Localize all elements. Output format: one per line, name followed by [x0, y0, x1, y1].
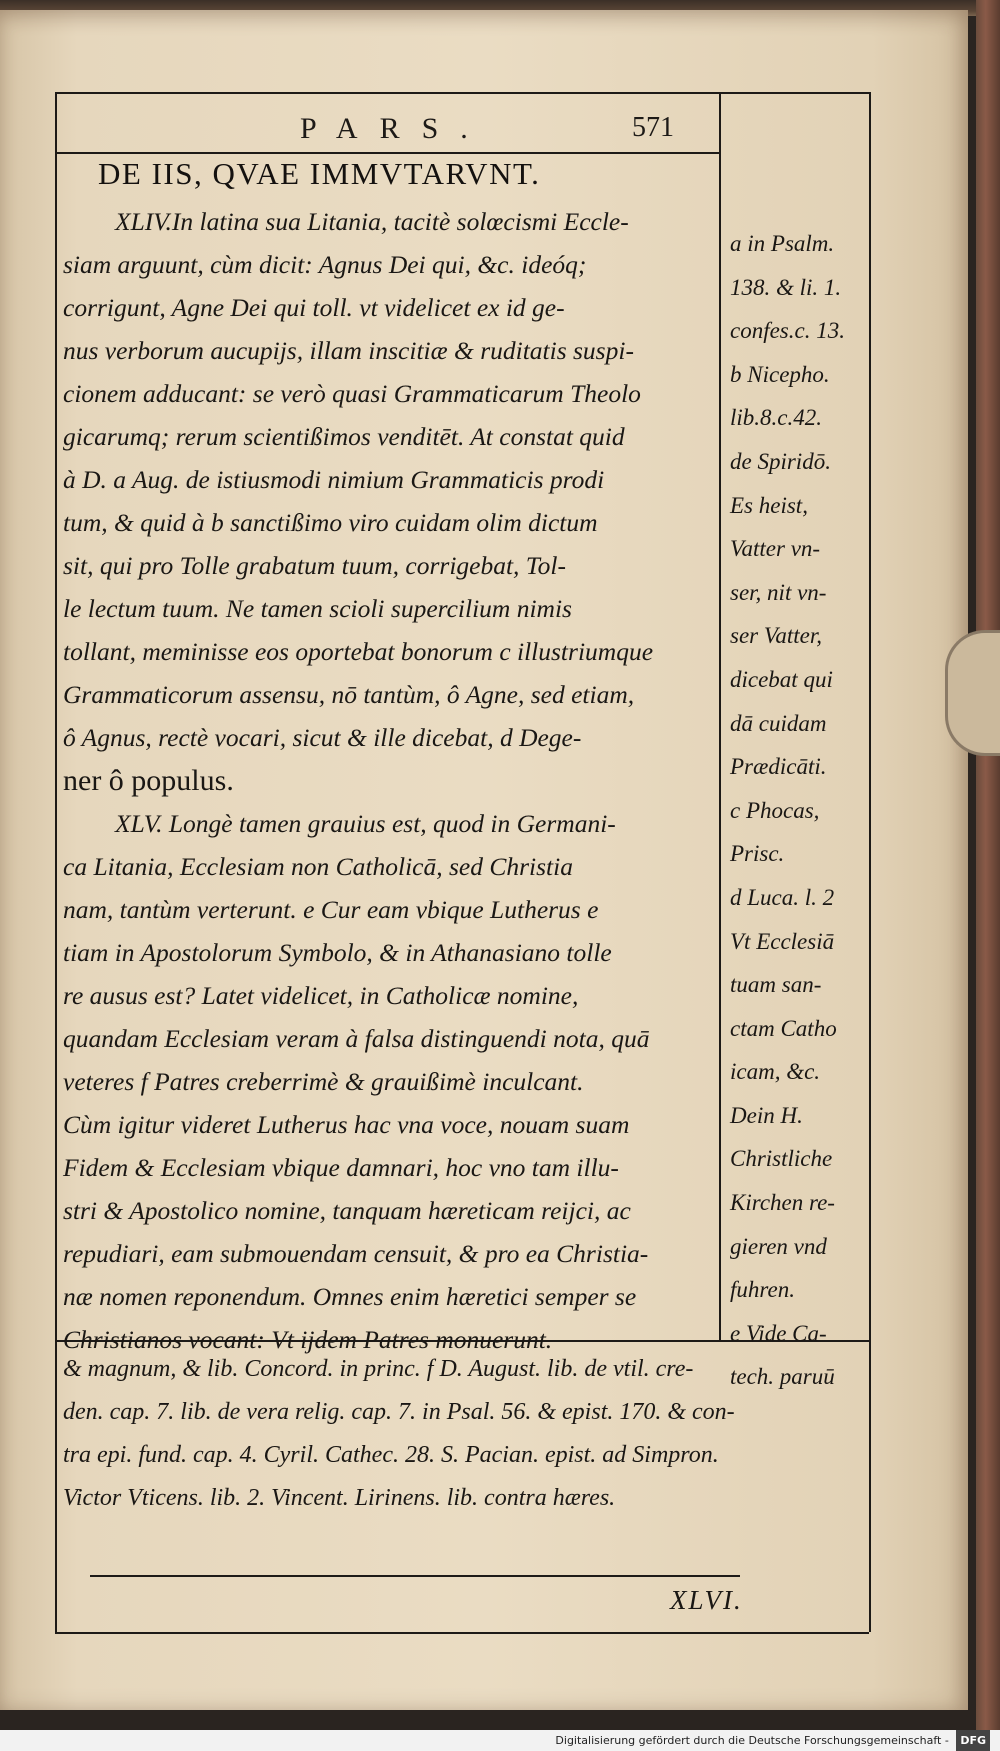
text-line: sit, qui pro Tolle grabatum tuum, corrigebat, Tol-: [63, 551, 566, 580]
text-line: veteres f Patres creberrimè & grauißimè inculcant.: [63, 1067, 584, 1096]
text-line: Cùm igitur videret Lutherus hac vna voce, nouam suam: [63, 1110, 630, 1139]
frame-bottom-rule: [55, 1632, 869, 1634]
margin-note-line: c Phocas,: [730, 797, 820, 823]
main-text-column: [63, 200, 723, 1361]
margin-note-line: ser, nit vn-: [730, 579, 827, 605]
head-rule: [55, 152, 719, 154]
footnote-line: tra epi. fund. cap. 4. Cyril. Cathec. 28. S. Pacian. epist. ad Simpron.: [63, 1442, 719, 1468]
text-line: ô Agnus, rectè vocari, sicut & ille dicebat, d Dege-: [63, 723, 582, 752]
running-head: PARS.: [300, 112, 490, 145]
text-line: re ausus est? Latet videlicet, in Catholicæ nomine,: [63, 981, 579, 1010]
margin-note-line: 138. & li. 1.: [730, 274, 842, 300]
book-right-edge: [976, 0, 1000, 1751]
margin-note-line: gieren vnd: [730, 1233, 827, 1259]
text-line: ner ô populus.: [63, 764, 234, 797]
margin-notes-column: [730, 222, 870, 1399]
margin-note-line: fuhren.: [730, 1277, 795, 1303]
text-line: nam, tantùm verterunt. e Cur eam vbique Lutherus e: [63, 895, 599, 924]
margin-note-line: Es heist,: [730, 492, 808, 518]
text-line: quandam Ecclesiam veram à falsa distinguendi nota, quā: [63, 1024, 650, 1053]
text-line: Fidem & Ecclesiam vbique damnari, hoc vno tam illu-: [63, 1153, 619, 1182]
credit-text: Digitalisierung gefördert durch die Deutsche Forschungsgemeinschaft -: [555, 1734, 949, 1747]
margin-note-line: lib.8.c.42.: [730, 405, 822, 431]
margin-note-line: Vt Ecclesiā: [730, 928, 835, 954]
paragraph-xliv: [63, 200, 723, 802]
margin-note-line: ctam Catho: [730, 1015, 837, 1041]
text-line: Grammaticorum assensu, nō tantùm, ô Agne, sed etiam,: [63, 680, 635, 709]
text-line: nus verborum aucupijs, illam inscitiæ & ruditatis suspi-: [63, 336, 634, 365]
catchword: XLVI.: [670, 1585, 743, 1615]
margin-note-line: tuam san-: [730, 972, 822, 998]
text-line: cionem adducant: se verò quasi Grammaticarum Theolo: [63, 379, 641, 408]
footnote-line: den. cap. 7. lib. de vera relig. cap. 7. in Psal. 56. & epist. 170. & con-: [63, 1399, 735, 1425]
text-line: Christianos vocant: Vt ijdem Patres monuerunt.: [63, 1325, 553, 1354]
margin-note-line: tech. paruū: [730, 1364, 835, 1390]
text-line: stri & Apostolico nomine, tanquam hæreticam reijci, ac: [63, 1196, 631, 1225]
margin-note-line: icam, &c.: [730, 1059, 821, 1085]
margin-note-line: confes.c. 13.: [730, 318, 845, 344]
footnote-line: & magnum, & lib. Concord. in princ. f D. August. lib. de vtil. cre-: [63, 1356, 694, 1382]
text-line: à D. a Aug. de istiusmodi nimium Grammaticis prodi: [63, 465, 605, 494]
margin-note-line: b Nicepho.: [730, 361, 830, 387]
margin-note-line: Vatter vn-: [730, 536, 821, 562]
clasp-tab: [945, 630, 1000, 756]
text-line: XLV. Longè tamen grauius est, quod in Germani-: [115, 809, 616, 838]
footnotes-block: [63, 1348, 863, 1520]
margin-note-line: Christliche: [730, 1146, 833, 1172]
dfg-logo: DFG: [956, 1730, 990, 1751]
page-number: 571: [632, 112, 674, 143]
text-line: tiam in Apostolorum Symbolo, & in Athanasiano tolle: [63, 938, 612, 967]
margin-note-line: a in Psalm.: [730, 231, 835, 256]
margin-note-line: dicebat qui: [730, 666, 833, 692]
margin-note-line: e Vide Ca-: [730, 1320, 827, 1346]
footnote-line: Victor Vticens. lib. 2. Vincent. Lirinens. lib. contra hæres.: [63, 1485, 616, 1511]
text-line: corrigunt, Agne Dei qui toll. vt videlicet ex id ge-: [63, 293, 565, 322]
text-line: tum, & quid à b sanctißimo viro cuidam olim dictum: [63, 508, 598, 537]
margin-note-line: Prisc.: [730, 841, 785, 867]
margin-note-line: Dein H.: [730, 1102, 803, 1128]
margin-note-line: Kirchen re-: [730, 1190, 835, 1216]
text-line: gicarumq; rerum scientißimos venditēt. At constat quid: [63, 422, 625, 451]
bottom-rule: [90, 1575, 740, 1577]
paragraph-xlv: [63, 802, 723, 1361]
digitization-credit-bar: [0, 1730, 1000, 1751]
margin-note-line: dā cuidam: [730, 710, 827, 736]
margin-note-line: de Spiridō.: [730, 448, 831, 474]
text-line: tollant, meminisse eos oportebat bonorum c illustriumque: [63, 637, 654, 666]
text-line: siam arguunt, cùm dicit: Agnus Dei qui, &c. ideóq;: [63, 250, 587, 279]
margin-note-line: ser Vatter,: [730, 623, 822, 649]
text-line: repudiari, eam submouendam censuit, & pro ea Christia-: [63, 1239, 649, 1268]
text-line: ca Litania, Ecclesiam non Catholicā, sed Christia: [63, 852, 573, 881]
text-line: XLIV.In latina sua Litania, tacitè solœcismi Eccle-: [115, 207, 629, 236]
margin-note-line: d Luca. l. 2: [730, 884, 835, 910]
text-line: le lectum tuum. Ne tamen scioli supercilium nimis: [63, 594, 572, 623]
text-line: næ nomen reponendum. Omnes enim hæretici semper se: [63, 1282, 637, 1311]
margin-note-line: Prædicāti.: [730, 754, 827, 780]
section-heading: DE IIS, QVAE IMMVTARVNT.: [98, 156, 541, 191]
top-rule: [55, 92, 869, 94]
